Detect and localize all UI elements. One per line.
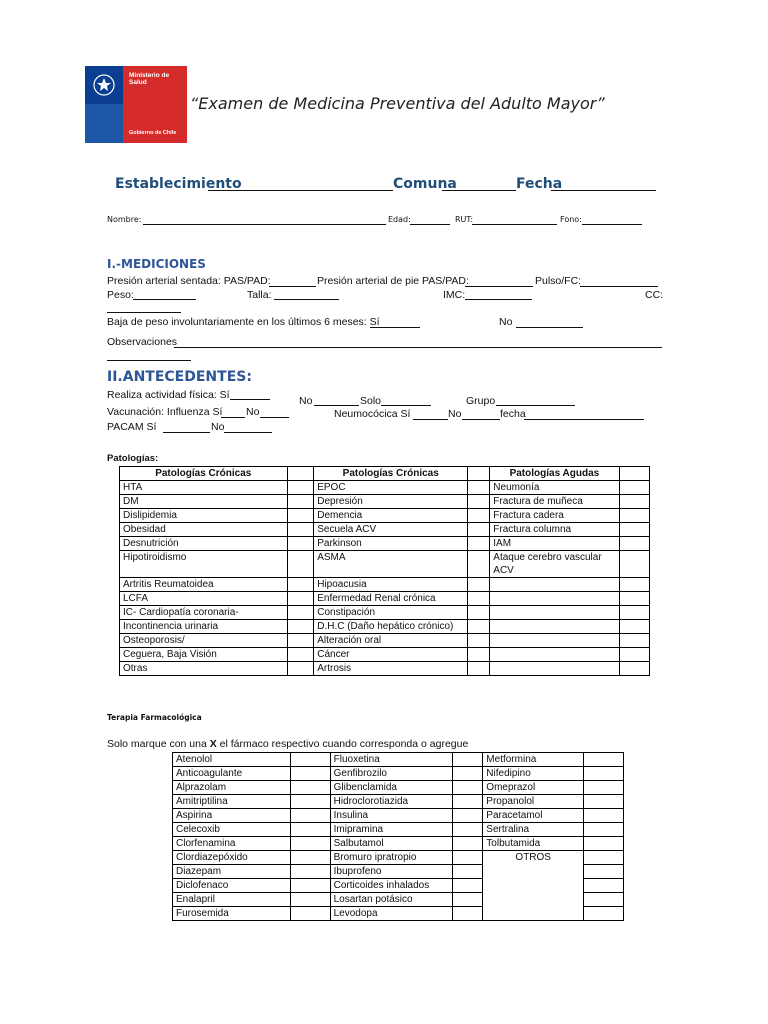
drug-name: Salbutamol	[330, 837, 453, 851]
pathology-check-cell[interactable]	[619, 551, 649, 578]
pathology-name: Enfermedad Renal crónica	[314, 592, 468, 606]
drug-name: Aspirina	[173, 809, 291, 823]
pathology-check-cell[interactable]	[287, 662, 314, 676]
drug-check-cell[interactable]	[453, 823, 483, 837]
table-row	[173, 837, 624, 851]
pathology-name	[490, 620, 619, 634]
drug-check-cell[interactable]	[290, 781, 330, 795]
pathology-name: Dislipidemia	[120, 509, 288, 523]
pathology-check-cell[interactable]	[468, 551, 490, 578]
pathology-check-cell[interactable]	[468, 634, 490, 648]
drug-check-cell[interactable]	[584, 767, 624, 781]
talla-label: Talla:	[247, 289, 272, 301]
grupo-field[interactable]	[496, 405, 575, 406]
table-row	[120, 662, 650, 676]
table-row	[173, 809, 624, 823]
pathology-name: Demencia	[314, 509, 468, 523]
pathology-name: IAM	[490, 537, 619, 551]
pathology-check-cell[interactable]	[468, 523, 490, 537]
nombre-field[interactable]	[143, 224, 386, 225]
nombre-label: Nombre:	[107, 215, 142, 224]
pathology-name: Secuela ACV	[314, 523, 468, 537]
pathology-check-cell[interactable]	[468, 537, 490, 551]
drug-check-cell[interactable]	[584, 837, 624, 851]
neumococica-no-field[interactable]	[462, 419, 500, 420]
drug-check-cell[interactable]	[453, 851, 483, 865]
terapia-title: Terapia Farmacológica	[107, 713, 202, 722]
drug-name: Tolbutamida	[483, 837, 584, 851]
pathology-name: DM	[120, 495, 288, 509]
pathology-name: Obesidad	[120, 523, 288, 537]
pacam-no-field[interactable]	[224, 432, 272, 433]
pathology-name	[490, 592, 619, 606]
pathology-check-cell[interactable]	[619, 662, 649, 676]
neumococica-label: Neumocócica Sí	[334, 408, 411, 420]
vac-fecha-label: fecha	[500, 408, 526, 420]
page-title: “Examen de Medicina Preventiva del Adulto Mayor”	[190, 94, 605, 113]
observaciones-field-2[interactable]	[107, 360, 191, 361]
fecha-label: Fecha	[516, 176, 563, 192]
drug-check-cell[interactable]	[584, 879, 624, 893]
rut-field[interactable]	[472, 224, 557, 225]
drug-check-cell[interactable]	[290, 851, 330, 865]
table-row	[120, 634, 650, 648]
drug-name: Bromuro ipratropio	[330, 851, 453, 865]
terapia-instructions	[107, 738, 468, 750]
pathology-check-cell[interactable]	[468, 495, 490, 509]
table-row	[173, 781, 624, 795]
drug-name: Ibuprofeno	[330, 865, 453, 879]
drug-check-cell[interactable]	[290, 795, 330, 809]
drug-check-cell[interactable]	[584, 907, 624, 921]
pathology-name: Fractura de muñeca	[490, 495, 619, 509]
rut-label: RUT:	[455, 215, 474, 224]
drug-name: Metformina	[483, 753, 584, 767]
actividad-no-field[interactable]	[314, 405, 359, 406]
drug-name: Diazepam	[173, 865, 291, 879]
patologias-label: Patologías:	[107, 453, 159, 464]
pathology-name: HTA	[120, 481, 288, 495]
pathology-check-cell[interactable]	[287, 523, 314, 537]
neumococica-no-label: No	[448, 408, 462, 420]
drug-check-cell[interactable]	[584, 753, 624, 767]
baja-peso-no-label: No	[499, 316, 513, 328]
pathology-check-cell[interactable]	[468, 662, 490, 676]
pathology-check-cell[interactable]	[619, 606, 649, 620]
table-row	[120, 495, 650, 509]
talla-field[interactable]	[274, 299, 339, 300]
comuna-label: Comuna	[393, 176, 457, 192]
drug-check-cell[interactable]	[584, 893, 624, 907]
pathology-name: Parkinson	[314, 537, 468, 551]
baja-peso-label: Baja de peso involuntariamente en los últimos 6 meses: Sí	[107, 316, 380, 328]
pathology-check-cell[interactable]	[287, 509, 314, 523]
instr-x: X	[209, 738, 217, 750]
pat-header-1: Patologías Crónicas	[120, 467, 288, 481]
pacam-si-field[interactable]	[163, 432, 210, 433]
logo-line3: Gobierno de Chile	[129, 130, 177, 136]
drug-name: Levodopa	[330, 907, 453, 921]
fono-label: Fono:	[560, 215, 582, 224]
drug-check-cell[interactable]	[290, 753, 330, 767]
antecedentes-title: II.ANTECEDENTES:	[107, 369, 252, 385]
table-row	[120, 592, 650, 606]
comuna-field[interactable]	[442, 190, 516, 191]
pathology-name: Fractura cadera	[490, 509, 619, 523]
table-row	[120, 523, 650, 537]
drug-name: Losartan potásico	[330, 893, 453, 907]
patologias-table	[119, 466, 650, 676]
pathology-name: Neumonía	[490, 481, 619, 495]
farmacos-table	[172, 752, 624, 921]
pathology-name: Cáncer	[314, 648, 468, 662]
drug-name: Hidroclorotiazida	[330, 795, 453, 809]
instr-pre: Solo marque con una	[107, 738, 210, 750]
pathology-name: Artritis Reumatoidea	[120, 578, 288, 592]
pas-pie-field[interactable]	[465, 286, 533, 287]
vacunacion-label: Vacunación: Influenza Sí	[107, 406, 223, 418]
drug-name: Sertralina	[483, 823, 584, 837]
drug-name: Nifedipino	[483, 767, 584, 781]
fono-field[interactable]	[582, 224, 642, 225]
table-row	[173, 823, 624, 837]
pathology-check-cell[interactable]	[287, 578, 314, 592]
table-row	[173, 795, 624, 809]
pat-header-2: Patologías Crónicas	[314, 467, 468, 481]
drug-name: Imipramina	[330, 823, 453, 837]
drug-name: Celecoxib	[173, 823, 291, 837]
actividad-label: Realiza actividad física: Sí	[107, 389, 230, 401]
drug-check-cell[interactable]	[290, 837, 330, 851]
drug-check-cell[interactable]	[584, 795, 624, 809]
pathology-check-cell[interactable]	[468, 578, 490, 592]
pathology-check-cell[interactable]	[619, 495, 649, 509]
pathology-check-cell[interactable]	[468, 620, 490, 634]
pathology-check-cell[interactable]	[619, 537, 649, 551]
pathology-name: Hipotiroidismo	[120, 551, 288, 578]
drug-check-cell[interactable]	[290, 823, 330, 837]
pathology-check-cell[interactable]	[287, 551, 314, 578]
pathology-name	[490, 648, 619, 662]
drug-name: Insulina	[330, 809, 453, 823]
pathology-name: Fractura columna	[490, 523, 619, 537]
drug-check-cell[interactable]	[584, 851, 624, 865]
table-row	[173, 767, 624, 781]
table-row	[173, 753, 624, 767]
table-row	[120, 551, 650, 578]
drug-check-cell[interactable]	[453, 837, 483, 851]
pathology-check-cell[interactable]	[468, 592, 490, 606]
pathology-check-cell[interactable]	[619, 620, 649, 634]
drug-name: Alprazolam	[173, 781, 291, 795]
observaciones-field[interactable]	[174, 347, 662, 348]
drug-check-cell[interactable]	[290, 893, 330, 907]
table-row	[120, 537, 650, 551]
table-row	[120, 648, 650, 662]
pathology-name: D.H.C (Daño hepático crónico)	[314, 620, 468, 634]
pathology-check-cell[interactable]	[287, 634, 314, 648]
pathology-check-cell[interactable]	[468, 481, 490, 495]
baja-peso-si-field[interactable]	[370, 327, 420, 328]
drug-check-cell[interactable]	[290, 879, 330, 893]
pathology-name	[490, 634, 619, 648]
cc-field[interactable]	[107, 312, 181, 313]
drug-check-cell[interactable]	[453, 753, 483, 767]
drug-name: Enalapril	[173, 893, 291, 907]
pathology-check-cell[interactable]	[287, 606, 314, 620]
pathology-check-cell[interactable]	[619, 648, 649, 662]
pathology-check-cell[interactable]	[619, 481, 649, 495]
drug-name: Propanolol	[483, 795, 584, 809]
drug-check-cell[interactable]	[290, 907, 330, 921]
drug-name: Genfibrozilo	[330, 767, 453, 781]
table-row	[120, 606, 650, 620]
drug-check-cell[interactable]	[584, 809, 624, 823]
drug-check-cell[interactable]	[453, 809, 483, 823]
coat-of-arms-icon	[91, 72, 117, 98]
pathology-name: Constipación	[314, 606, 468, 620]
pas-pie-label: Presión arterial de pie PAS/PAD:	[317, 275, 469, 287]
drug-check-cell[interactable]	[290, 767, 330, 781]
drug-check-cell[interactable]	[453, 781, 483, 795]
mediciones-title: I.-MEDICIONES	[107, 257, 206, 271]
imc-label: IMC:	[443, 289, 466, 301]
table-row	[120, 578, 650, 592]
pas-sentada-label: Presión arterial sentada: PAS/PAD:	[107, 275, 271, 287]
drug-check-cell[interactable]	[453, 767, 483, 781]
neumococica-si-field[interactable]	[413, 419, 448, 420]
baja-peso-no-field[interactable]	[516, 327, 583, 328]
imc-field[interactable]	[465, 299, 532, 300]
drug-name: Amitriptilina	[173, 795, 291, 809]
edad-label: Edad:	[388, 215, 411, 224]
drug-check-cell[interactable]	[584, 781, 624, 795]
table-row	[120, 509, 650, 523]
drug-check-cell[interactable]	[290, 865, 330, 879]
pathology-check-cell[interactable]	[619, 634, 649, 648]
pathology-check-cell[interactable]	[287, 481, 314, 495]
pat-header-3: Patologías Agudas	[490, 467, 619, 481]
pathology-check-cell[interactable]	[468, 648, 490, 662]
pacam-no-label: No	[211, 421, 225, 433]
pacam-label: PACAM Sí	[107, 421, 157, 433]
pathology-name: Osteoporosis/	[120, 634, 288, 648]
drug-check-cell[interactable]	[584, 865, 624, 879]
pathology-name: Incontinencia urinaria	[120, 620, 288, 634]
pathology-check-cell[interactable]	[619, 592, 649, 606]
pathology-name: EPOC	[314, 481, 468, 495]
influenza-no-field[interactable]	[260, 417, 289, 418]
influenza-si-field[interactable]	[221, 417, 245, 418]
pathology-name: Desnutrición	[120, 537, 288, 551]
pulso-label: Pulso/FC:	[535, 275, 582, 287]
drug-name: Furosemida	[173, 907, 291, 921]
instr-post: el fármaco respectivo cuando corresponda o agregue	[216, 738, 469, 750]
pathology-check-cell[interactable]	[287, 620, 314, 634]
actividad-si-field[interactable]	[230, 399, 270, 400]
establecimiento-field[interactable]	[208, 190, 393, 191]
solo-label: Solo	[360, 395, 382, 407]
otros-cell[interactable]: OTROS	[483, 851, 584, 921]
drug-check-cell[interactable]	[453, 893, 483, 907]
pathology-name: ASMA	[314, 551, 468, 578]
drug-check-cell[interactable]	[453, 795, 483, 809]
drug-name: Paracetamol	[483, 809, 584, 823]
ministerio-logo	[85, 66, 187, 143]
logo-line2: Salud	[129, 79, 147, 86]
drug-name: Clordiazepóxido	[173, 851, 291, 865]
pathology-check-cell[interactable]	[287, 537, 314, 551]
grupo-label: Grupo	[466, 395, 496, 407]
pathology-name: Hipoacusia	[314, 578, 468, 592]
pathology-name: Depresión	[314, 495, 468, 509]
drug-check-cell[interactable]	[584, 823, 624, 837]
drug-check-cell[interactable]	[453, 907, 483, 921]
pathology-check-cell[interactable]	[468, 606, 490, 620]
table-row	[120, 620, 650, 634]
pathology-name: Alteración oral	[314, 634, 468, 648]
drug-name: Omeprazol	[483, 781, 584, 795]
peso-field[interactable]	[133, 299, 196, 300]
drug-name: Glibenclamida	[330, 781, 453, 795]
drug-name: Atenolol	[173, 753, 291, 767]
drug-check-cell[interactable]	[453, 865, 483, 879]
drug-check-cell[interactable]	[290, 809, 330, 823]
drug-name: Anticoagulante	[173, 767, 291, 781]
influenza-no-label: No	[246, 406, 260, 418]
pathology-name	[490, 578, 619, 592]
logo-line1: Ministerio de	[129, 72, 170, 79]
pathology-check-cell[interactable]	[287, 592, 314, 606]
vac-fecha-field[interactable]	[524, 419, 644, 420]
peso-label: Peso:	[107, 289, 134, 301]
pulso-field[interactable]	[580, 286, 658, 287]
solo-field[interactable]	[381, 405, 431, 406]
pathology-check-cell[interactable]	[468, 509, 490, 523]
pathology-check-cell[interactable]	[619, 578, 649, 592]
pas-sentada-field[interactable]	[269, 286, 316, 287]
establecimiento-label: Establecimiento	[115, 176, 242, 192]
drug-name: Fluoxetina	[330, 753, 453, 767]
table-row	[120, 481, 650, 495]
pathology-name: Ceguera, Baja Visión	[120, 648, 288, 662]
pathology-check-cell[interactable]	[287, 648, 314, 662]
pathology-check-cell[interactable]	[287, 495, 314, 509]
pathology-name: LCFA	[120, 592, 288, 606]
table-row	[173, 851, 624, 865]
edad-field[interactable]	[410, 224, 450, 225]
pathology-name: Ataque cerebro vascular ACV	[490, 551, 619, 578]
drug-check-cell[interactable]	[453, 879, 483, 893]
drug-name: Clorfenamina	[173, 837, 291, 851]
pathology-check-cell[interactable]	[619, 509, 649, 523]
pathology-name	[490, 606, 619, 620]
pathology-name: Artrosis	[314, 662, 468, 676]
observaciones-label: Observaciones	[107, 336, 178, 348]
pathology-check-cell[interactable]	[619, 523, 649, 537]
cc-label: CC:	[645, 289, 664, 301]
pathology-name: IC- Cardiopatía coronaria-	[120, 606, 288, 620]
fecha-field[interactable]	[551, 190, 656, 191]
actividad-no-label: No	[299, 395, 313, 407]
drug-name: Corticoides inhalados	[330, 879, 453, 893]
pathology-name	[490, 662, 619, 676]
drug-name: Diclofenaco	[173, 879, 291, 893]
pathology-name: Otras	[120, 662, 288, 676]
